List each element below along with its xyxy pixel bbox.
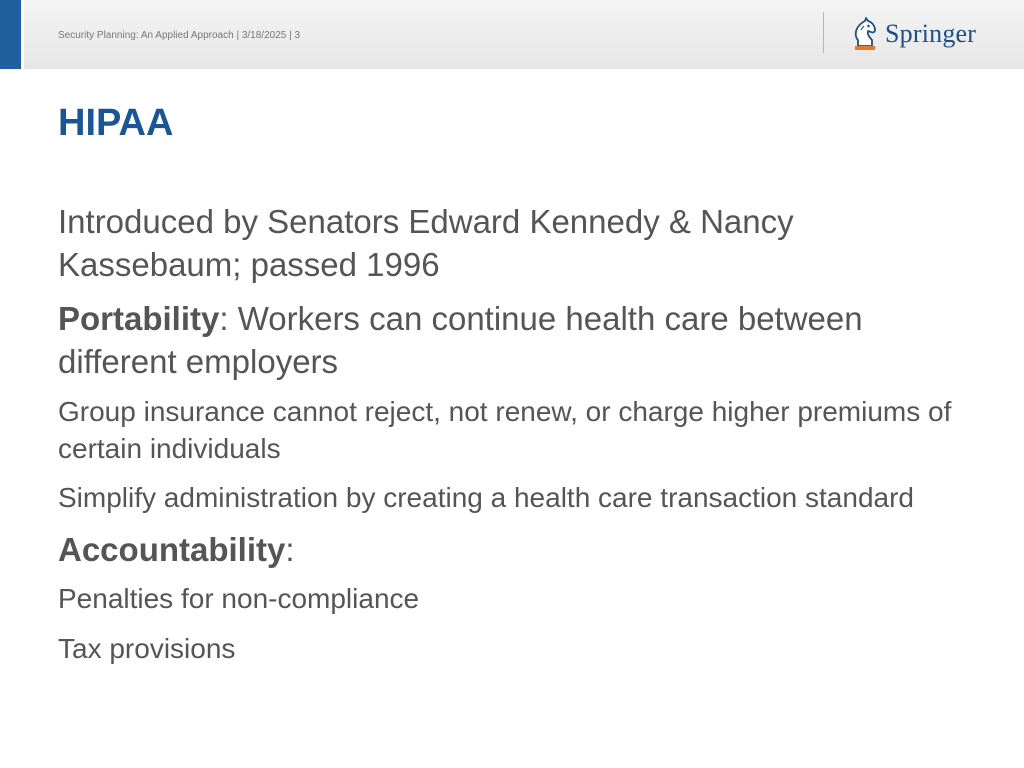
logo-wordmark: Springer — [885, 19, 977, 48]
chess-knight-icon — [851, 16, 879, 52]
paragraph-accountability: Accountability: — [58, 531, 295, 568]
slide-footer-text: Security Planning: An Applied Approach | 3/18/2025 | 3 — [58, 30, 301, 41]
accent-stripe — [0, 0, 21, 69]
header-divider — [823, 12, 824, 53]
slide-title: HIPAA — [58, 102, 174, 144]
accountability-heading: Accountability — [58, 531, 286, 568]
portability-heading: Portability — [58, 300, 220, 337]
paragraph-penalties: Penalties for non-compliance — [58, 583, 420, 614]
slide-body — [58, 200, 978, 667]
paragraph-intro: Introduced by Senators Edward Kennedy & Nancy Kassebaum; passed 1996 — [58, 203, 794, 283]
springer-logo — [851, 14, 976, 54]
paragraph-tax: Tax provisions — [58, 633, 236, 664]
paragraph-simplify-admin: Simplify administration by creating a health care transaction standard — [58, 482, 914, 513]
paragraph-portability: Portability: Workers can continue health care between different employers — [58, 300, 863, 380]
accent-stripe-gap — [21, 0, 24, 69]
paragraph-group-insurance: Group insurance cannot reject, not renew, or charge higher premiums of certain individuals — [58, 396, 952, 464]
